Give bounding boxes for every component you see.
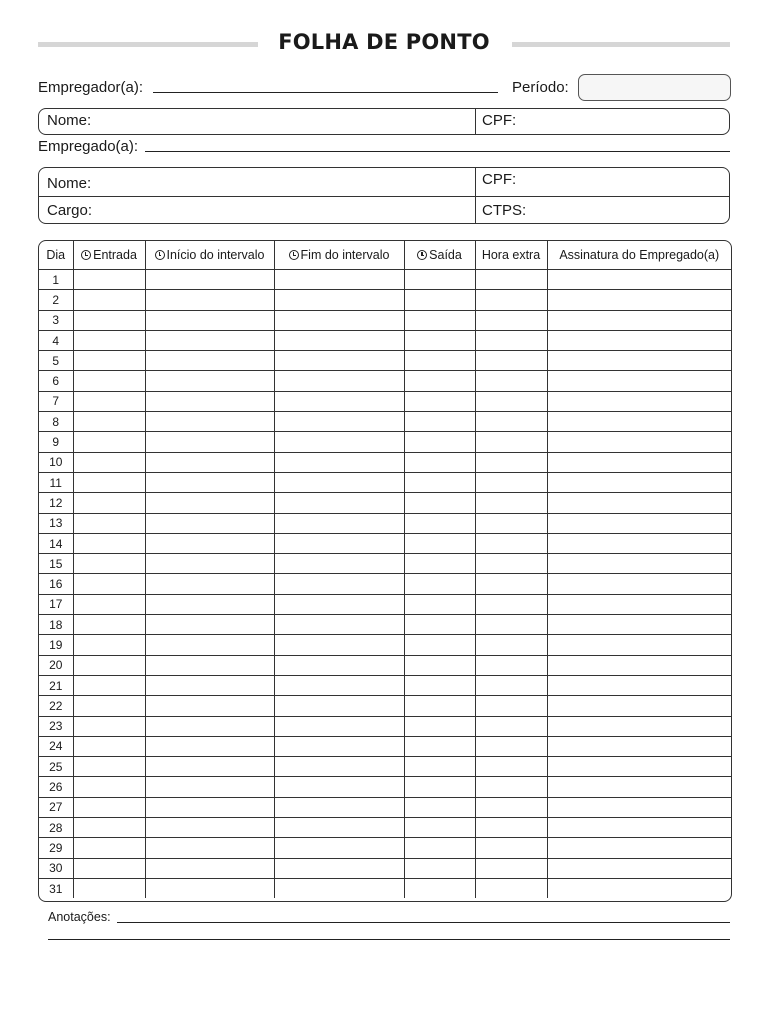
cell-saida[interactable] <box>404 432 475 452</box>
cell-hora_extra[interactable] <box>475 290 547 310</box>
cell-saida[interactable] <box>404 777 475 797</box>
cell-saida[interactable] <box>404 736 475 756</box>
cell-assinatura[interactable] <box>547 391 731 411</box>
cell-hora_extra[interactable] <box>475 493 547 513</box>
cell-assinatura[interactable] <box>547 797 731 817</box>
employer-field[interactable] <box>153 92 498 93</box>
cell-entrada[interactable] <box>73 290 145 310</box>
cell-fim[interactable] <box>274 696 404 716</box>
cell-hora_extra[interactable] <box>475 513 547 533</box>
cell-hora_extra[interactable] <box>475 371 547 391</box>
cell-hora_extra[interactable] <box>475 472 547 492</box>
cell-assinatura[interactable] <box>547 696 731 716</box>
table-row <box>39 371 731 391</box>
table-row <box>39 554 731 574</box>
cell-fim[interactable] <box>274 635 404 655</box>
cell-inicio[interactable] <box>145 696 274 716</box>
day-number: 28 <box>39 818 73 838</box>
cell-entrada[interactable] <box>73 574 145 594</box>
cell-hora_extra[interactable] <box>475 554 547 574</box>
cell-entrada[interactable] <box>73 270 145 290</box>
cell-inicio[interactable] <box>145 777 274 797</box>
table-row <box>39 290 731 310</box>
cell-entrada[interactable] <box>73 878 145 898</box>
day-number: 8 <box>39 412 73 432</box>
cell-assinatura[interactable] <box>547 290 731 310</box>
cell-hora_extra[interactable] <box>475 615 547 635</box>
cell-fim[interactable] <box>274 371 404 391</box>
timesheet-table <box>38 240 732 902</box>
cell-assinatura[interactable] <box>547 412 731 432</box>
cell-saida[interactable] <box>404 858 475 878</box>
table-row <box>39 574 731 594</box>
column-header-label: Saída <box>429 248 462 262</box>
table-row <box>39 655 731 675</box>
cell-hora_extra[interactable] <box>475 594 547 614</box>
cell-saida[interactable] <box>404 290 475 310</box>
cell-assinatura[interactable] <box>547 818 731 838</box>
day-number: 25 <box>39 757 73 777</box>
cell-saida[interactable] <box>404 472 475 492</box>
cell-inicio[interactable] <box>145 513 274 533</box>
cell-fim[interactable] <box>274 838 404 858</box>
cell-assinatura[interactable] <box>547 371 731 391</box>
cell-fim[interactable] <box>274 391 404 411</box>
cell-saida[interactable] <box>404 554 475 574</box>
cell-hora_extra[interactable] <box>475 310 547 330</box>
cell-entrada[interactable] <box>73 472 145 492</box>
cell-saida[interactable] <box>404 838 475 858</box>
table-row <box>39 412 731 432</box>
cell-inicio[interactable] <box>145 412 274 432</box>
employee-cpf-label: CPF: <box>482 171 517 188</box>
cell-inicio[interactable] <box>145 615 274 635</box>
cell-inicio[interactable] <box>145 452 274 472</box>
cell-inicio[interactable] <box>145 330 274 350</box>
cell-hora_extra[interactable] <box>475 736 547 756</box>
table-row <box>39 330 731 350</box>
day-number: 18 <box>39 615 73 635</box>
day-number: 12 <box>39 493 73 513</box>
cell-saida[interactable] <box>404 635 475 655</box>
day-number: 27 <box>39 797 73 817</box>
day-number: 14 <box>39 533 73 553</box>
cell-entrada[interactable] <box>73 675 145 695</box>
table-row <box>39 391 731 411</box>
cell-hora_extra[interactable] <box>475 432 547 452</box>
cell-hora_extra[interactable] <box>475 330 547 350</box>
cell-entrada[interactable] <box>73 351 145 371</box>
cell-saida[interactable] <box>404 371 475 391</box>
cell-saida[interactable] <box>404 655 475 675</box>
cell-fim[interactable] <box>274 757 404 777</box>
cell-assinatura[interactable] <box>547 757 731 777</box>
column-header-label: Entrada <box>93 248 137 262</box>
column-header-inicio <box>145 241 274 270</box>
cell-assinatura[interactable] <box>547 310 731 330</box>
cell-hora_extra[interactable] <box>475 797 547 817</box>
cell-saida[interactable] <box>404 270 475 290</box>
cell-fim[interactable] <box>274 675 404 695</box>
cell-saida[interactable] <box>404 533 475 553</box>
table-row <box>39 533 731 553</box>
table-row <box>39 594 731 614</box>
cell-entrada[interactable] <box>73 716 145 736</box>
table-row <box>39 878 731 898</box>
cell-hora_extra[interactable] <box>475 351 547 371</box>
cell-entrada[interactable] <box>73 858 145 878</box>
day-number: 21 <box>39 675 73 695</box>
cell-inicio[interactable] <box>145 351 274 371</box>
cell-assinatura[interactable] <box>547 777 731 797</box>
cell-fim[interactable] <box>274 310 404 330</box>
cell-inicio[interactable] <box>145 310 274 330</box>
cell-saida[interactable] <box>404 696 475 716</box>
column-header-label: Início do intervalo <box>166 248 265 262</box>
cell-assinatura[interactable] <box>547 513 731 533</box>
cell-saida[interactable] <box>404 878 475 898</box>
cell-entrada[interactable] <box>73 493 145 513</box>
column-header-label: Fim do intervalo <box>300 248 390 262</box>
employer-name-label: Nome: <box>47 112 92 129</box>
cell-inicio[interactable] <box>145 838 274 858</box>
cell-entrada[interactable] <box>73 696 145 716</box>
clock-icon <box>289 250 299 260</box>
column-header-dia <box>39 241 73 270</box>
cell-entrada[interactable] <box>73 757 145 777</box>
cell-entrada[interactable] <box>73 391 145 411</box>
cell-assinatura[interactable] <box>547 594 731 614</box>
cell-saida[interactable] <box>404 391 475 411</box>
cell-entrada[interactable] <box>73 513 145 533</box>
cell-inicio[interactable] <box>145 432 274 452</box>
clock-icon <box>155 250 165 260</box>
cell-entrada[interactable] <box>73 818 145 838</box>
cell-hora_extra[interactable] <box>475 655 547 675</box>
cell-entrada[interactable] <box>73 310 145 330</box>
cell-hora_extra[interactable] <box>475 574 547 594</box>
cell-hora_extra[interactable] <box>475 270 547 290</box>
column-header-label: Assinatura do Empregado(a) <box>559 248 720 262</box>
day-number: 31 <box>39 878 73 898</box>
cell-fim[interactable] <box>274 655 404 675</box>
cell-assinatura[interactable] <box>547 574 731 594</box>
table-row <box>39 452 731 472</box>
cell-assinatura[interactable] <box>547 432 731 452</box>
cell-entrada[interactable] <box>73 371 145 391</box>
table-row <box>39 838 731 858</box>
cell-hora_extra[interactable] <box>475 635 547 655</box>
cell-entrada[interactable] <box>73 554 145 574</box>
cell-entrada[interactable] <box>73 777 145 797</box>
cell-saida[interactable] <box>404 757 475 777</box>
table-row <box>39 635 731 655</box>
clock-icon <box>81 250 91 260</box>
cell-saida[interactable] <box>404 452 475 472</box>
cell-entrada[interactable] <box>73 635 145 655</box>
cell-hora_extra[interactable] <box>475 696 547 716</box>
cell-assinatura[interactable] <box>547 493 731 513</box>
cell-assinatura[interactable] <box>547 858 731 878</box>
cell-inicio[interactable] <box>145 270 274 290</box>
cell-assinatura[interactable] <box>547 635 731 655</box>
cell-saida[interactable] <box>404 412 475 432</box>
cell-entrada[interactable] <box>73 615 145 635</box>
cell-inicio[interactable] <box>145 878 274 898</box>
employee-box-divider <box>475 168 476 223</box>
cell-inicio[interactable] <box>145 371 274 391</box>
cell-fim[interactable] <box>274 290 404 310</box>
cell-fim[interactable] <box>274 615 404 635</box>
day-number: 7 <box>39 391 73 411</box>
notes-label: Anotações: <box>48 910 111 924</box>
day-number: 23 <box>39 716 73 736</box>
cell-assinatura[interactable] <box>547 716 731 736</box>
cell-fim[interactable] <box>274 513 404 533</box>
cell-hora_extra[interactable] <box>475 412 547 432</box>
cell-fim[interactable] <box>274 554 404 574</box>
cell-saida[interactable] <box>404 493 475 513</box>
cell-assinatura[interactable] <box>547 736 731 756</box>
cell-fim[interactable] <box>274 432 404 452</box>
table-row <box>39 777 731 797</box>
table-row <box>39 858 731 878</box>
employee-role-label: Cargo: <box>47 202 93 219</box>
day-number: 24 <box>39 736 73 756</box>
cell-fim[interactable] <box>274 452 404 472</box>
cell-assinatura[interactable] <box>547 554 731 574</box>
cell-saida[interactable] <box>404 330 475 350</box>
cell-assinatura[interactable] <box>547 452 731 472</box>
cell-inicio[interactable] <box>145 493 274 513</box>
cell-fim[interactable] <box>274 736 404 756</box>
cell-assinatura[interactable] <box>547 351 731 371</box>
cell-assinatura[interactable] <box>547 472 731 492</box>
table-header-row <box>39 241 731 270</box>
notes-line-2[interactable] <box>48 939 730 940</box>
employee-info-box <box>38 167 730 224</box>
cell-hora_extra[interactable] <box>475 675 547 695</box>
employee-name-label: Nome: <box>47 175 92 192</box>
day-number: 30 <box>39 858 73 878</box>
cell-entrada[interactable] <box>73 655 145 675</box>
employee-field[interactable] <box>145 151 730 152</box>
day-number: 11 <box>39 472 73 492</box>
cell-fim[interactable] <box>274 797 404 817</box>
table-row <box>39 351 731 371</box>
day-number: 9 <box>39 432 73 452</box>
employee-label: Empregado(a): <box>38 138 139 155</box>
cell-fim[interactable] <box>274 716 404 736</box>
day-number: 26 <box>39 777 73 797</box>
cell-hora_extra[interactable] <box>475 858 547 878</box>
cell-assinatura[interactable] <box>547 270 731 290</box>
cell-assinatura[interactable] <box>547 838 731 858</box>
cell-inicio[interactable] <box>145 554 274 574</box>
cell-saida[interactable] <box>404 310 475 330</box>
table-row <box>39 675 731 695</box>
day-number: 3 <box>39 310 73 330</box>
table-row <box>39 757 731 777</box>
day-number: 15 <box>39 554 73 574</box>
cell-fim[interactable] <box>274 858 404 878</box>
cell-entrada[interactable] <box>73 330 145 350</box>
table-row <box>39 716 731 736</box>
employee-box-row-divider <box>39 196 729 197</box>
cell-entrada[interactable] <box>73 432 145 452</box>
day-number: 6 <box>39 371 73 391</box>
cell-fim[interactable] <box>274 493 404 513</box>
cell-fim[interactable] <box>274 330 404 350</box>
cell-fim[interactable] <box>274 777 404 797</box>
cell-saida[interactable] <box>404 513 475 533</box>
cell-inicio[interactable] <box>145 655 274 675</box>
employer-info-box <box>38 108 730 135</box>
cell-inicio[interactable] <box>145 736 274 756</box>
cell-saida[interactable] <box>404 818 475 838</box>
cell-inicio[interactable] <box>145 533 274 553</box>
cell-fim[interactable] <box>274 594 404 614</box>
employer-label: Empregador(a): <box>38 79 144 96</box>
cell-entrada[interactable] <box>73 412 145 432</box>
cell-assinatura[interactable] <box>547 655 731 675</box>
day-number: 2 <box>39 290 73 310</box>
day-number: 29 <box>39 838 73 858</box>
cell-assinatura[interactable] <box>547 330 731 350</box>
table-row <box>39 472 731 492</box>
employer-cpf-label: CPF: <box>482 112 517 129</box>
cell-saida[interactable] <box>404 574 475 594</box>
cell-hora_extra[interactable] <box>475 716 547 736</box>
cell-inicio[interactable] <box>145 635 274 655</box>
cell-inicio[interactable] <box>145 472 274 492</box>
day-number: 17 <box>39 594 73 614</box>
cell-inicio[interactable] <box>145 574 274 594</box>
cell-entrada[interactable] <box>73 594 145 614</box>
cell-assinatura[interactable] <box>547 615 731 635</box>
cell-hora_extra[interactable] <box>475 757 547 777</box>
cell-saida[interactable] <box>404 615 475 635</box>
table-row <box>39 432 731 452</box>
notes-line-1[interactable] <box>117 922 730 923</box>
cell-assinatura[interactable] <box>547 878 731 898</box>
cell-hora_extra[interactable] <box>475 777 547 797</box>
cell-fim[interactable] <box>274 878 404 898</box>
column-header-hora_extra <box>475 241 547 270</box>
cell-inicio[interactable] <box>145 818 274 838</box>
table-row <box>39 818 731 838</box>
cell-entrada[interactable] <box>73 838 145 858</box>
column-header-label: Dia <box>46 248 66 262</box>
table-row <box>39 696 731 716</box>
day-number: 4 <box>39 330 73 350</box>
page-title: FOLHA DE PONTO <box>278 30 490 54</box>
day-number: 16 <box>39 574 73 594</box>
cell-saida[interactable] <box>404 675 475 695</box>
cell-hora_extra[interactable] <box>475 838 547 858</box>
cell-fim[interactable] <box>274 412 404 432</box>
cell-inicio[interactable] <box>145 675 274 695</box>
cell-hora_extra[interactable] <box>475 452 547 472</box>
employee-ctps-label: CTPS: <box>482 202 527 219</box>
cell-entrada[interactable] <box>73 797 145 817</box>
column-header-fim <box>274 241 404 270</box>
cell-hora_extra[interactable] <box>475 878 547 898</box>
cell-inicio[interactable] <box>145 757 274 777</box>
table-row <box>39 513 731 533</box>
cell-entrada[interactable] <box>73 452 145 472</box>
cell-inicio[interactable] <box>145 858 274 878</box>
cell-entrada[interactable] <box>73 736 145 756</box>
table-row <box>39 736 731 756</box>
column-header-saida <box>404 241 475 270</box>
day-number: 1 <box>39 270 73 290</box>
day-number: 22 <box>39 696 73 716</box>
cell-fim[interactable] <box>274 351 404 371</box>
cell-saida[interactable] <box>404 594 475 614</box>
cell-fim[interactable] <box>274 270 404 290</box>
day-number: 19 <box>39 635 73 655</box>
cell-hora_extra[interactable] <box>475 818 547 838</box>
day-number: 10 <box>39 452 73 472</box>
cell-assinatura[interactable] <box>547 533 731 553</box>
table-row <box>39 615 731 635</box>
cell-saida[interactable] <box>404 797 475 817</box>
clock-icon <box>417 250 427 260</box>
cell-inicio[interactable] <box>145 391 274 411</box>
cell-saida[interactable] <box>404 351 475 371</box>
cell-assinatura[interactable] <box>547 675 731 695</box>
cell-hora_extra[interactable] <box>475 533 547 553</box>
employer-box-divider <box>475 109 476 134</box>
cell-inicio[interactable] <box>145 797 274 817</box>
day-number: 13 <box>39 513 73 533</box>
cell-saida[interactable] <box>404 716 475 736</box>
cell-fim[interactable] <box>274 574 404 594</box>
cell-inicio[interactable] <box>145 594 274 614</box>
day-number: 5 <box>39 351 73 371</box>
column-header-label: Hora extra <box>481 248 541 262</box>
table-row <box>39 310 731 330</box>
table-row <box>39 493 731 513</box>
table-row <box>39 270 731 290</box>
cell-entrada[interactable] <box>73 533 145 553</box>
column-header-assinatura <box>547 241 731 270</box>
cell-fim[interactable] <box>274 472 404 492</box>
cell-fim[interactable] <box>274 533 404 553</box>
column-header-entrada <box>73 241 145 270</box>
cell-hora_extra[interactable] <box>475 391 547 411</box>
period-label: Período: <box>512 79 569 96</box>
table-row <box>39 797 731 817</box>
cell-inicio[interactable] <box>145 290 274 310</box>
cell-inicio[interactable] <box>145 716 274 736</box>
day-number: 20 <box>39 655 73 675</box>
cell-fim[interactable] <box>274 818 404 838</box>
period-field[interactable] <box>578 74 731 101</box>
